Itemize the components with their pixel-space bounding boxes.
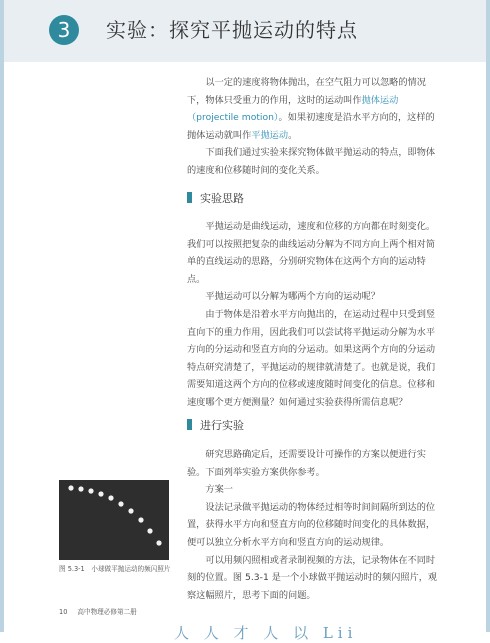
section-marker-icon — [187, 419, 192, 430]
experiment-paragraph-1: 研究思路确定后，还需要设计可操作的方案以便进行实验。下面列举实验方案供你参考。 — [187, 449, 426, 478]
approach-paragraph-3: 由于物体是沿着水平方向抛出的，在运动过程中只受到竖直向下的重力作用，因此我们可以尝试将平抛运动分解为水平方向的分运动和竖直方向的分运动。如果这两个方向的分运动特点研究清楚了，平抛运动的规律就清楚了。也就是说，我们需要知道这两个方向的位移或速度随时间变化的信息。位移和速度哪个更方便测量？如何通过实验获得所需信息呢？ — [187, 308, 436, 408]
section-marker-icon — [187, 192, 192, 203]
intro-text — [187, 74, 439, 180]
section-number-badge: 3 — [49, 15, 79, 45]
intro-paragraph-2: 下面我们通过实验来探究物体做平抛运动的特点，即物体的速度和位移随时间的变化关系。 — [187, 147, 436, 176]
handwritten-scribble: 人 ⼈ 才 ⼈ 以 Lii — [174, 624, 358, 642]
ball-trajectory-image — [59, 480, 169, 560]
term-horizontal-projectile: 平抛运动 — [251, 129, 289, 141]
textbook-page — [4, 0, 486, 642]
experiment-paragraph-2: 设法记录做平抛运动的物体经过相等时间间隔所到达的位置，获得水平方向和竖直方向的位移随时间变化的具体数据，便可以独立分析水平方向和竖直方向的运动规律。 — [187, 501, 436, 548]
strobe-photo — [59, 480, 169, 560]
approach-text — [187, 218, 439, 412]
figure-caption: 图 5.3-1 小球做平抛运动的频闪照片 — [59, 565, 171, 573]
term-projectile-motion: 抛体运动（projectile motion） — [187, 94, 399, 124]
section-heading-experiment: 进行实验 — [187, 418, 244, 434]
page-number: 10 — [59, 608, 68, 616]
experiment-paragraph-3: 可以用频闪照相或者录制视频的方法，记录物体在不同时刻的位置。图 5.3-1 是一个小球做平抛运动时的频闪照片，观察这幅照片，思考下面的问题。 — [187, 554, 438, 601]
section-heading-approach: 实验思路 — [187, 191, 244, 207]
approach-paragraph-2: 平抛运动可以分解为哪两个方向的运动呢？ — [205, 291, 380, 303]
page-footer — [59, 606, 137, 616]
plan-one-label: 方案一 — [205, 484, 233, 496]
intro-paragraph-1: 以一定的速度将物体抛出，在空气阻力可以忽略的情况下，物体只受重力的作用，这时的运动叫作抛体运动（projectile motion）。如果初速度是沿水平方向的，这样的抛体运动就叫作平抛运动。 — [187, 77, 435, 141]
page-title: 实验：探究平抛运动的特点 — [106, 18, 358, 42]
book-title: 高中物理必修第二册 — [77, 608, 137, 616]
experiment-text — [187, 446, 439, 604]
chapter-header — [4, 0, 486, 62]
approach-paragraph-1: 平抛运动是曲线运动，速度和位移的方向都在时刻变化。我们可以按照把复杂的曲线运动分解为不同方向上两个相对简单的直线运动的思路，分别研究物体在这两个方向的运动特点。 — [187, 221, 436, 285]
page-frame-right — [486, 0, 490, 632]
